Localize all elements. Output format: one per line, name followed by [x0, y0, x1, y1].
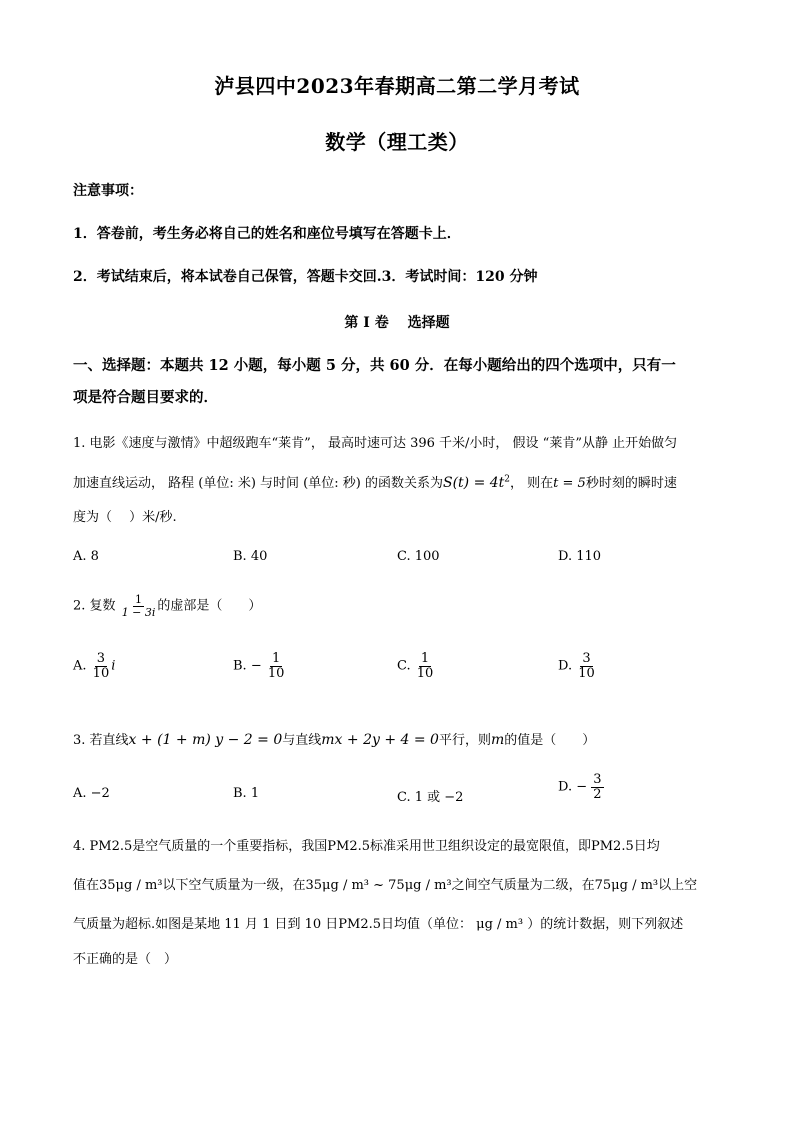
- exam-subtitle: 数学（理工类）: [325, 130, 469, 154]
- q2-option-d-fraction: [576, 652, 597, 680]
- q2-option-c-fraction: [415, 652, 436, 680]
- q3-mid2: 平行，则: [438, 733, 491, 748]
- q1-formula-exponent: 2: [504, 474, 511, 485]
- q1-option-b: B. 40: [233, 549, 268, 564]
- q4-line4: 不正确的是（ ）: [73, 952, 178, 967]
- q4-line1: 4. PM2.5是空气质量的一个重要指标，我国PM2.5标准采用世卫组织设定的最宽限值，即PM2.5日均: [73, 839, 660, 854]
- q1-line2-text-c: 秒时刻的瞬时速: [585, 476, 677, 491]
- q2-option-b-label: B.: [233, 658, 247, 674]
- q2-option-a-den: 10: [92, 665, 110, 681]
- q1-option-a: A. 8: [73, 549, 99, 564]
- q2-option-b-num: 1: [272, 651, 281, 666]
- q2-frac-numerator: 1: [135, 593, 143, 606]
- q3-option-d-fraction: [591, 773, 603, 801]
- section-title: 第 I 卷 选择题: [344, 315, 450, 331]
- q2-option-a-num: 3: [96, 651, 106, 666]
- q3-var-m: m: [490, 732, 505, 748]
- q3-option-d: [558, 773, 604, 801]
- q2-option-c-num: 1: [420, 651, 430, 666]
- q1-time-var: t = 5: [553, 476, 586, 491]
- q2-complex-fraction: [120, 594, 158, 618]
- q1-line2-text-a: 加速直线运动， 路程 (单位: 米) 与时间 (单位: 秒) 的函数关系为: [73, 476, 443, 491]
- q1-formula: S(t) = 4t: [442, 475, 505, 491]
- q3-option-a: A. −2: [73, 786, 110, 801]
- q2-prefix: 2. 复数: [73, 598, 116, 614]
- q2-option-d-label: D.: [558, 658, 573, 674]
- q2-option-a: [73, 652, 115, 680]
- q2-option-d-den: 10: [578, 665, 595, 681]
- notice-item-2: 2．考试结束后，将本试卷自己保管，答题卡交回.3．考试时间：120 分钟: [73, 269, 538, 285]
- q3-mid: 与直线: [282, 733, 322, 748]
- q2-option-d: [558, 652, 597, 680]
- q1-line2-text-b: ， 则在: [510, 476, 554, 491]
- section-instructions-line1: 一、选择题：本题共 12 小题，每小题 5 分，共 60 分．在每小题给出的四个选项中，只有一: [73, 357, 676, 374]
- q2-option-a-fraction: [91, 652, 112, 680]
- notice-item-1: 1．答卷前，考生务必将自己的姓名和座位号填写在答题卡上．: [73, 226, 461, 242]
- q1-line3: 度为（ ）米/秒.: [73, 510, 177, 525]
- q3-suffix: 的值是（ ）: [504, 733, 596, 748]
- q4-line3: 气质量为超标.如图是某地 11 月 1 日到 10 日PM2.5日均值（单位： μg / m³ ）的统计数据，则下列叙述: [73, 917, 684, 932]
- q1-line1: 1. 电影《速度与激情》中超级跑车“莱肯”， 最高时速可达 396 千米/小时， 假设 “莱肯”从静 止开始做匀: [73, 436, 678, 451]
- exam-title: 泸县四中2023年春期高二第二学月考试: [214, 74, 580, 98]
- q2-suffix: 的虚部是（ ）: [157, 598, 262, 614]
- q2-option-b-sign: −: [250, 658, 262, 674]
- q2-option-c: [397, 652, 435, 680]
- notice-heading: 注意事项：: [73, 183, 143, 199]
- q3-stem: [73, 729, 595, 748]
- q3-line-1: x + (1 + m) y − 2 = 0: [128, 732, 283, 748]
- q2-option-b-fraction: [266, 652, 287, 680]
- section-instructions-line2: 项是符合题目要求的．: [73, 389, 218, 406]
- q2-option-c-label: C.: [397, 658, 411, 674]
- q3-option-d-label: D. −: [558, 779, 588, 795]
- q3-option-b: B. 1: [233, 786, 260, 801]
- q1-option-d: D. 110: [558, 549, 602, 564]
- q2-option-a-label: A.: [73, 658, 87, 674]
- q2-frac-denominator: 1 − 3i: [121, 605, 156, 619]
- q2-option-b: [233, 652, 286, 680]
- q2-option-a-imag-unit: i: [111, 658, 116, 674]
- q3-option-d-den: 2: [593, 786, 602, 802]
- q3-line-2: mx + 2y + 4 = 0: [321, 732, 439, 748]
- q3-prefix: 3. 若直线: [73, 733, 129, 748]
- q4-line2: 值在35μg / m³以下空气质量为一级，在35μg / m³ ~ 75μg / m³之间空气质量为二级，在75μg / m³以上空: [73, 878, 698, 893]
- q1-option-c: C. 100: [397, 549, 440, 564]
- q2-option-c-den: 10: [416, 665, 434, 681]
- q3-option-c: C. 1 或 −2: [397, 790, 464, 805]
- q2-option-d-num: 3: [582, 651, 591, 666]
- q2-stem: [73, 594, 261, 618]
- q3-option-d-num: 3: [593, 772, 602, 787]
- q2-option-b-den: 10: [267, 665, 285, 681]
- q1-line2: [73, 472, 677, 491]
